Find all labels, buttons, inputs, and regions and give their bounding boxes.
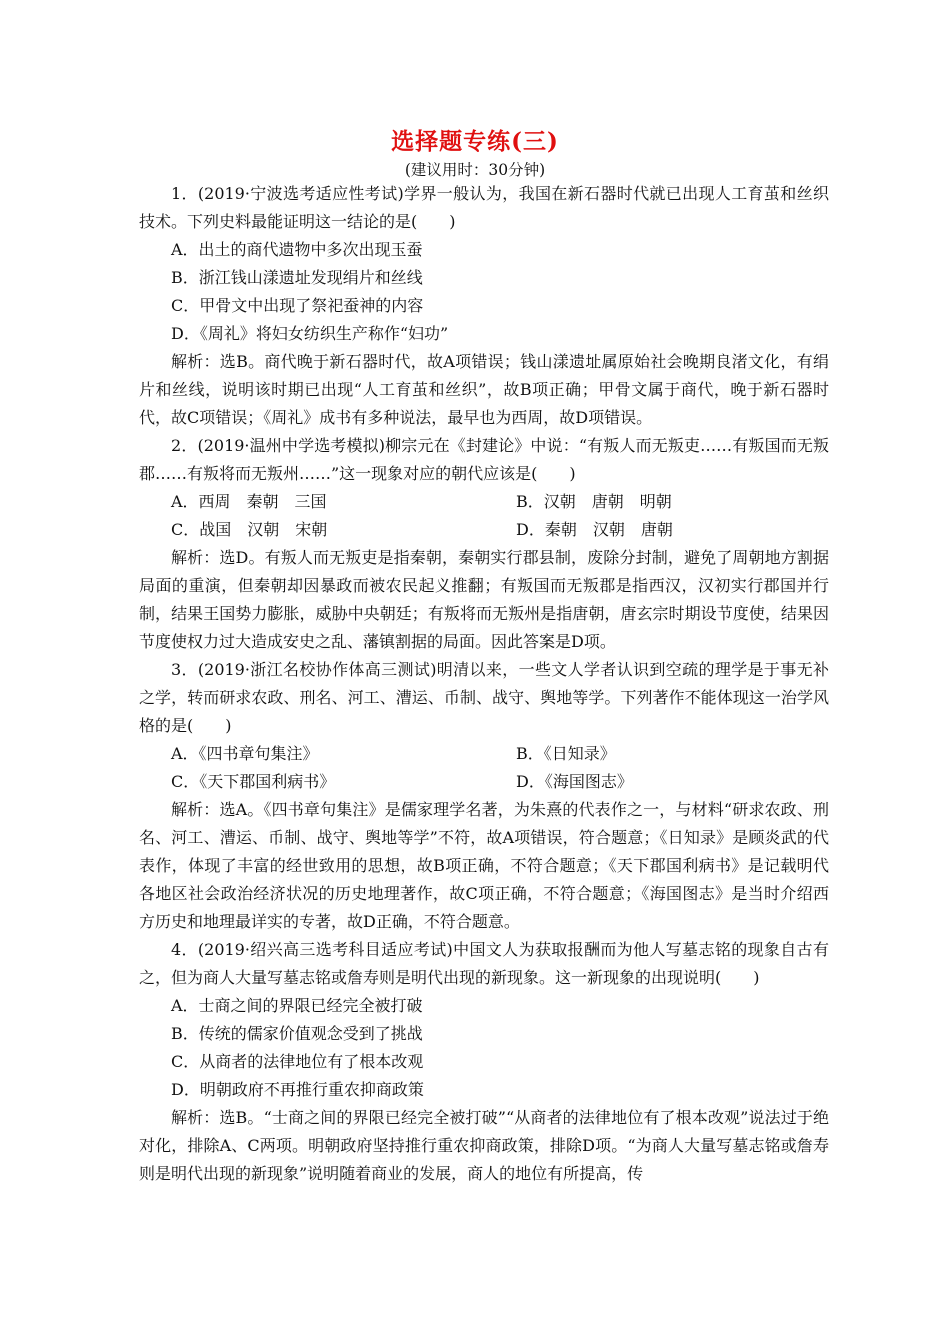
- analysis: 解析：选B。“士商之间的界限已经完全被打破”“从商者的法律地位有了根本改观”说法过于绝对化，排除A、C两项。明朝政府坚持推行重农抑商政策，排除D项。“为商人大量写墓志铭或詹寿则是明代出现的新现象”说明随着商业的发展，商人的地位有所提高，传: [139, 1108, 829, 1183]
- option-b: B．《日知录》: [516, 744, 616, 763]
- question-stem: 2．(2019·温州中学选考模拟)柳宗元在《封建论》中说：“有叛人而无叛吏……有叛国而无叛郡……有叛将而无叛州……”这一现象对应的朝代应该是( ): [139, 436, 829, 483]
- analysis: 解析：选D。有叛人而无叛吏是指秦朝，秦朝实行郡县制，废除分封制，避免了周朝地方割据局面的重演，但秦朝却因暴政而被农民起义推翻；有叛国而无叛郡是指西汉，汉初实行郡国并行制，结果王国势力膨胀，威胁中央朝廷；有叛将而无叛州是指唐朝，唐玄宗时期设节度使，结果因节度使权力过大造成安史之乱、藩镇割据的局面。因此答案是D项。: [139, 548, 829, 651]
- option-c: C．甲骨文中出现了祭祀蚕神的内容: [171, 296, 424, 315]
- option-a: A．士商之间的界限已经完全被打破: [171, 996, 423, 1015]
- question-4: [139, 936, 829, 1188]
- option-row: [139, 516, 829, 544]
- option-b: B．传统的儒家价值观念受到了挑战: [171, 1024, 423, 1043]
- option-c: C．从商者的法律地位有了根本改观: [171, 1052, 424, 1071]
- question-stem: 1．(2019·宁波选考适应性考试)学界一般认为，我国在新石器时代就已出现人工育茧和丝织技术。下列史料最能证明这一结论的是( ): [139, 184, 829, 231]
- option-row: [139, 768, 829, 796]
- suggested-time: (建议用时：30分钟): [404, 161, 546, 179]
- option-b: B．浙江钱山漾遗址发现绢片和丝线: [171, 268, 423, 287]
- page-title: 选择题专练(三): [391, 128, 559, 155]
- analysis: 解析：选B。商代晚于新石器时代，故A项错误；钱山漾遗址属原始社会晚期良渚文化，有绢片和丝线，说明该时期已出现“人工育茧和丝织”，故B项正确；甲骨文属于商代，晚于新石器时代，故C项错误；《周礼》成书有多种说法，最早也为西周，故D项错误。: [139, 352, 829, 427]
- option-a: A．出土的商代遗物中多次出现玉蚕: [171, 240, 423, 259]
- option-b: B．汉朝 唐朝 明朝: [516, 492, 672, 511]
- option-c: C．战国 汉朝 宋朝: [171, 520, 328, 539]
- analysis: 解析：选A。《四书章句集注》是儒家理学名著，为朱熹的代表作之一，与材料“研求农政、刑名、河工、漕运、币制、战守、舆地等学”不符，故A项错误，符合题意；《日知录》是顾炎武的代表作，体现了丰富的经世致用的思想，故B项正确，不符合题意；《天下郡国利病书》是记载明代各地区社会政治经济状况的历史地理著作，故C项正确，不符合题意；《海国图志》是当时介绍西方历史和地理最详实的专著，故D正确，不符合题意。: [139, 800, 829, 931]
- option-a: A．《四书章句集注》: [171, 744, 319, 763]
- question-3: [139, 656, 829, 936]
- option-row: [139, 488, 829, 516]
- option-row: [139, 740, 829, 768]
- option-d: D．明朝政府不再推行重农抑商政策: [171, 1080, 424, 1099]
- option-d: D．《周礼》将妇女纺织生产称作“妇功”: [171, 324, 449, 343]
- question-2: [139, 432, 829, 656]
- option-a: A．西周 秦朝 三国: [171, 492, 327, 511]
- option-c: C．《天下郡国利病书》: [171, 772, 336, 791]
- option-d: D．《海国图志》: [516, 772, 633, 791]
- question-stem: 3．(2019·浙江名校协作体高三测试)明清以来，一些文人学者认识到空疏的理学是于事无补之学，转而研求农政、刑名、河工、漕运、币制、战守、舆地等学。下列著作不能体现这一治学风格的是( ): [139, 660, 829, 735]
- question-1: [139, 180, 829, 432]
- option-d: D．秦朝 汉朝 唐朝: [516, 520, 673, 539]
- question-stem: 4．(2019·绍兴高三选考科目适应考试)中国文人为获取报酬而为他人写墓志铭的现象自古有之，但为商人大量写墓志铭或詹寿则是明代出现的新现象。这一新现象的出现说明( ): [139, 940, 829, 987]
- question-list: [139, 180, 829, 1188]
